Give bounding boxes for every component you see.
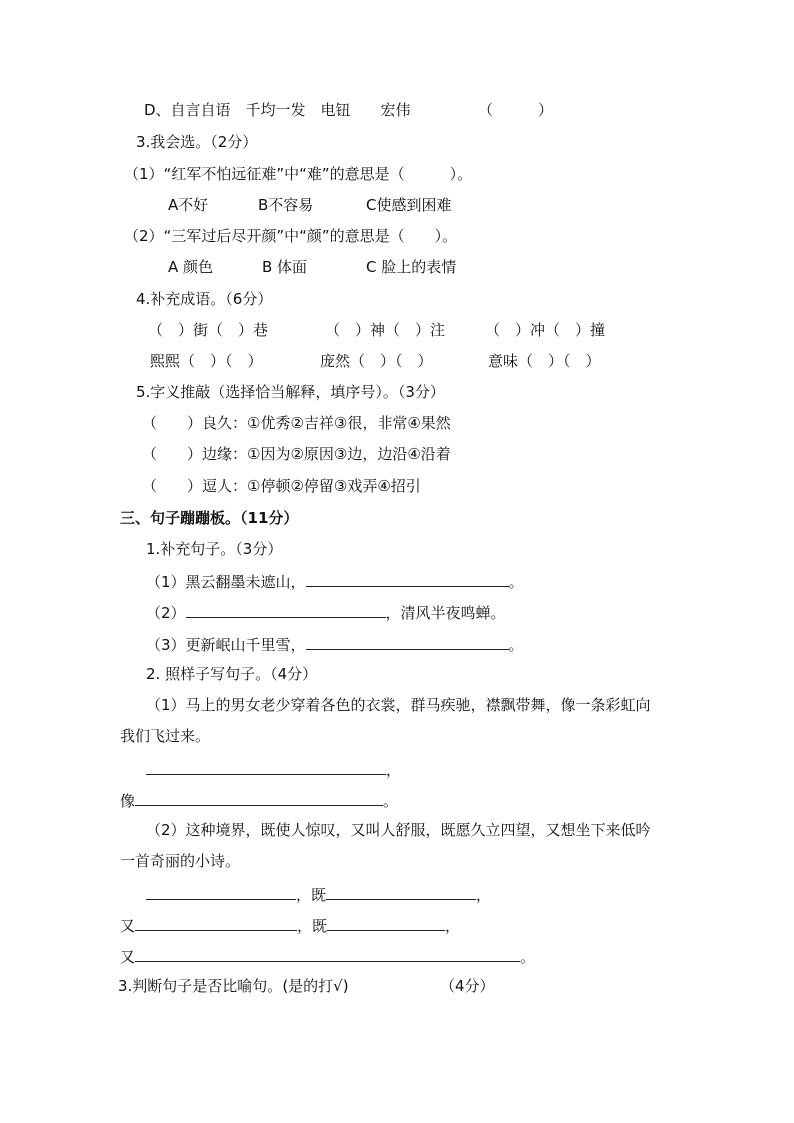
- s2-answer-2-line-1: ，既 ，: [146, 881, 491, 905]
- s2-answer-2-line-2: 又 ，既 ，: [120, 912, 460, 936]
- option-d-answer-paren: （ ）: [478, 101, 554, 119]
- s3-heading: 3.判断句子是否比喻句。(是的打√): [118, 977, 349, 995]
- q3-sub1-prompt: （1）“红军不怕远征难”中“难”的意思是（ ）。: [124, 165, 473, 183]
- s1-line-3: （3）更新岷山千里雪， 。: [146, 631, 524, 655]
- s2-blank-6[interactable]: [327, 912, 445, 931]
- s1-heading: 1.补充句子。（3分）: [146, 540, 283, 558]
- s1-line-2: （2） ，清风半夜鸣蝉。: [146, 599, 506, 623]
- q3-sub1-option-c: C使感到困难: [366, 196, 452, 214]
- s2-heading: 2. 照样子写句子。（4分）: [146, 665, 318, 683]
- q4-idiom-4: 熙熙（ ）（ ）: [150, 352, 263, 370]
- q5-item-2: （ ）边缘：①因为②原因③边，边沿④沿着: [142, 445, 451, 463]
- s1-line-1: （1）黑云翻墨未遮山， 。: [146, 568, 524, 592]
- q5-item-3: （ ）逗人：①停顿②停留③戏弄④招引: [142, 477, 421, 495]
- section3-heading: 三、句子蹦蹦板。（11分）: [120, 509, 299, 527]
- q5-item-1: （ ）良久：①优秀②吉祥③很，非常④果然: [142, 414, 451, 432]
- s2-example-1-line-1: （1）马上的男女老少穿着各色的衣裳，群马疾驰，襟飘带舞，像一条彩虹向: [146, 696, 651, 714]
- s2-blank-1[interactable]: [146, 756, 386, 775]
- q5-heading: 5.字义推敲（选择恰当解释，填序号）。（3分）: [136, 383, 445, 401]
- option-d-line: [144, 98, 411, 122]
- s2-blank-2[interactable]: [135, 787, 383, 806]
- s1-blank-1[interactable]: [306, 568, 509, 587]
- q3-heading: 3.我会选。（2分）: [136, 133, 258, 151]
- option-d-text: D、自言自语 千均一发 电钮 宏伟: [144, 101, 411, 119]
- q4-idiom-2: （ ）神（ ）注: [325, 321, 446, 339]
- s1-blank-3[interactable]: [306, 631, 509, 650]
- s2-answer-1-line-2: 像 。: [120, 787, 398, 811]
- s2-blank-5[interactable]: [135, 912, 297, 931]
- q3-sub2-option-a: A 颜色: [168, 258, 214, 276]
- q3-sub2-option-c: C 脸上的表情: [366, 258, 457, 276]
- q3-sub1-option-b: B不容易: [258, 196, 314, 214]
- q3-sub2-prompt: （2）“三军过后尽开颜”中“颜”的意思是（ ）。: [124, 227, 458, 245]
- q4-idiom-1: （ ）街（ ）巷: [148, 321, 269, 339]
- q4-heading: 4.补充成语。（6分）: [136, 290, 273, 308]
- q4-idiom-6: 意味（ ）（ ）: [488, 352, 601, 370]
- q3-sub1-option-a: A不好: [168, 196, 209, 214]
- s1-blank-2[interactable]: [186, 599, 386, 618]
- s2-example-2-line-2: 一首奇丽的小诗。: [120, 852, 241, 870]
- s3-score: （4分）: [440, 977, 495, 995]
- s2-answer-1-line-1: ，: [146, 756, 401, 780]
- s2-blank-7[interactable]: [135, 943, 520, 962]
- s2-blank-4[interactable]: [326, 881, 476, 900]
- q4-idiom-3: （ ）冲（ ）撞: [485, 321, 606, 339]
- s2-answer-2-line-3: 又 。: [120, 943, 535, 967]
- q3-sub2-option-b: B 体面: [262, 258, 308, 276]
- s2-example-2-line-1: （2）这种境界，既使人惊叹，又叫人舒服，既愿久立四望，又想坐下来低吟: [146, 821, 651, 839]
- q4-idiom-5: 庞然（ ）（ ）: [320, 352, 433, 370]
- s2-example-1-line-2: 我们飞过来。: [120, 727, 211, 745]
- s2-blank-3[interactable]: [146, 881, 296, 900]
